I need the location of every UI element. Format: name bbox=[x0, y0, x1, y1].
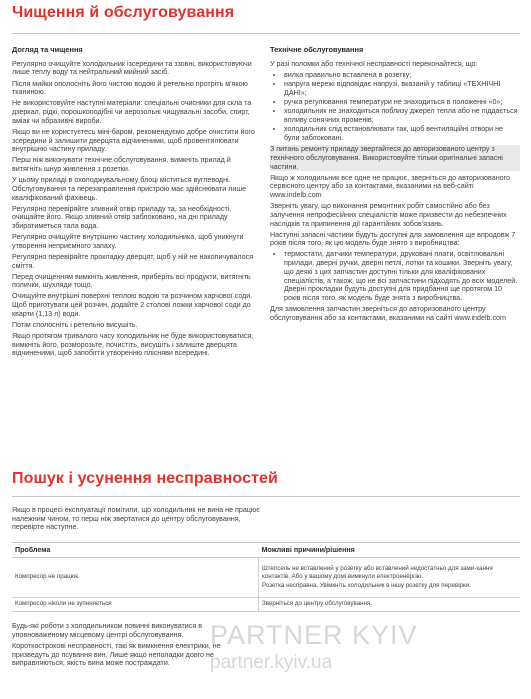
checklist-item: • напруга мережі відповідає напрузі, вказаній у таблиці «ТЕХНІЧНІ ДАНІ»; bbox=[284, 80, 520, 97]
maintenance-checklist bbox=[270, 71, 520, 143]
maintenance-closing: Для замовлення запчастин зверніться до авторизованого центру обслуговування або за контактами, вказаними на сайті www.indelb.com bbox=[270, 305, 506, 322]
troubleshooting-intro bbox=[12, 506, 267, 535]
care-paragraph: Перш ніж виконувати технічне обслуговування, вимкніть прилад й витягніть шнур живлення з розетки. bbox=[12, 156, 231, 173]
care-paragraph: У цьому приладі в охолоджувальному блоці міститься вуглеводні. Обслуговування та перезаправлення пристрою має здійснювати лише кваліфікований фахівець. bbox=[12, 176, 247, 202]
maintenance-heading: Технічне обслуговування bbox=[270, 45, 364, 54]
table-row bbox=[12, 558, 520, 598]
table-header-row bbox=[12, 543, 520, 558]
section-divider bbox=[12, 33, 520, 34]
section-divider bbox=[12, 496, 520, 497]
table-row bbox=[12, 598, 520, 612]
care-paragraph: Не використовуйте наступні матеріали: спеціальні очисники для скла та дзеркал, рідкі, порошкоподібні чи аерозольні чищувальні засоби, спирт, аміак чи абразивні вироби. bbox=[12, 99, 252, 125]
care-paragraph: Регулярно перевіряйте прокладку дверцят, щоб у ній не накопичувалося сміття. bbox=[12, 252, 254, 270]
care-paragraph: Очищуйте внутрішні поверхні теплою водою та розчином харчової соди. Щоб приготувати цей розчин, додайте 2 столові ложки харчової соди до кварти (1,13 л) води. bbox=[12, 292, 253, 318]
solution-text: Зверніться до центру обслуговування. bbox=[262, 600, 373, 608]
care-paragraph: Якщо ви не користуєтесь міні-баром, рекомендуємо добре очистити його зсередини й залишити дверцята відчиненими, щоб провентилювати внутрішню частину приладу. bbox=[12, 127, 255, 154]
maintenance-paragraph: Зверніть увагу, що виконання ремонтних робіт самостійно або без залучення непрофесійних спеціалістів може призвести до небезпечних наслідків та припинення дії гарантійних зобов'язань. bbox=[270, 202, 507, 228]
checklist-item: • холодильник не знаходиться поблизу джерел тепла або не піддається впливу сонячних променів; bbox=[284, 107, 520, 124]
solution-text: Розетка несправна. Увімкніть холодильник в іншу розетку для перевірки. bbox=[262, 581, 471, 589]
watermark-brand: PARTNER KYIV bbox=[210, 620, 418, 650]
care-paragraph: Регулярно очищуйте внутрішню частину холодильника, щоб уникнути утворення неприємного запаху. bbox=[12, 233, 244, 250]
troubleshooting-intro-text: Якщо в процесі експлуатації помітили, що холодильник не вина не працює належним чином, то перш ніж звертатися до центру обслуговування, перевірте наступне. bbox=[12, 506, 260, 532]
maintenance-intro: У разі поломки або технічної несправності переконайтеся, що: bbox=[270, 59, 478, 68]
maintenance-paragraph: З питань ремонту приладу звертайтеся до авторизованого центру з технічного обслуговування. Використовуйте тільки оригінальні запасні частини. bbox=[270, 145, 520, 171]
maintenance-paragraph: Наступні запасні частини будуть доступні для замовлення ще впродовж 7 років після того, як цю модель буде знято з виробництва: bbox=[270, 230, 516, 248]
solutions-cell bbox=[259, 558, 521, 598]
care-paragraph: Потім сполосніть і ретельно висушіть. bbox=[12, 320, 138, 329]
care-paragraph: Перед очищенням вимкніть живлення, приберіть всі продукти, витягніть полички, шухляди тощо. bbox=[12, 272, 251, 290]
troubleshooting-footer bbox=[12, 622, 257, 670]
checklist-item: • холодильник слід встановлювати так, щоб вентиляційні отвори не були заблоковані. bbox=[284, 125, 520, 142]
watermark-url: partner.kyiv.ua bbox=[210, 652, 333, 673]
care-column bbox=[12, 46, 255, 361]
section-title-troubleshooting: Пошук і усунення несправностей bbox=[12, 470, 278, 487]
problem-cell: Компресор не працює bbox=[12, 558, 259, 598]
footer-paragraph: Короткострокові несправності, такі як вимкнення електрики, не призведуть до псування вин. Лише якщо неполадки довго не виправляються, якість вина може постраждати. bbox=[12, 641, 221, 668]
solutions-cell bbox=[259, 598, 521, 612]
checklist-item: • вилка правильно вставлена в розетку; bbox=[284, 71, 520, 80]
parts-list-item: • термостати, датчики температури, друковані плати, освітлювальні прилади, дверні ручки, дверні петлі, лотки та кошики. Зверніть увагу, що деякі з цих запчастин доступні тільки для кваліфікованих спеціалістів, а також, що не всі запчастини підходять до всіх моделей. Дверні прокладки будуть доступні для придбання ще протягом 10 років після того, як модель буде знята з виробництва. bbox=[284, 250, 520, 302]
checklist-item: • ручка регулювання температури не знаходиться в положенні «0»; bbox=[284, 98, 520, 107]
section-title-care: Чищення й обслуговування bbox=[12, 4, 235, 21]
footer-paragraph: Будь-які роботи з холодильником повинні виконуватися в уповноваженому місцевому центрі обслуговування. bbox=[12, 622, 202, 639]
column-header-solutions: Можливі причини/рішення bbox=[259, 543, 521, 558]
care-paragraph: Якщо протягом тривалого часу холодильник не буде використовуватися, вимкніть його, розморозьте, почистіть, висушіть і залиште дверцята відчиненими, щоб запобігти утворенню плісняви всередині. bbox=[12, 332, 254, 358]
care-paragraph: Після мийки ополосніть його чистою водою й ретельно протріть м'якою тканиною. bbox=[12, 79, 248, 97]
solution-text: Штепсель не вставлений у розетку або вставлений недостатньо для зами-кання контактів. Або у вашому домі вимкнули електроенергію. bbox=[262, 564, 493, 581]
care-paragraph: Регулярно очищуйте холодильник ізсередини та ззовні, використовуючи лише теплу воду та нейтральний мийний засіб. bbox=[12, 59, 252, 77]
maintenance-paragraph: Якщо ж холодильник все одне не працює, зверніться до авторизованого сервісного центру або за контактами, вказаними на веб-сайті www.indelb.com bbox=[270, 173, 511, 200]
care-paragraph: Регулярно перевіряйте зливний отвір приладу та, за необхідності, очищайте його. Якщо зливний отвір заблоковано, на дні приладу збиратиметься тала вода. bbox=[12, 204, 232, 230]
care-heading: Догляд та чищення bbox=[12, 45, 83, 54]
troubleshooting-table bbox=[12, 542, 520, 612]
problem-cell: Компресор ніколи не зупиняється bbox=[12, 598, 259, 612]
column-header-problem: Проблема bbox=[12, 543, 259, 558]
maintenance-column bbox=[270, 46, 520, 325]
parts-list bbox=[270, 250, 520, 302]
